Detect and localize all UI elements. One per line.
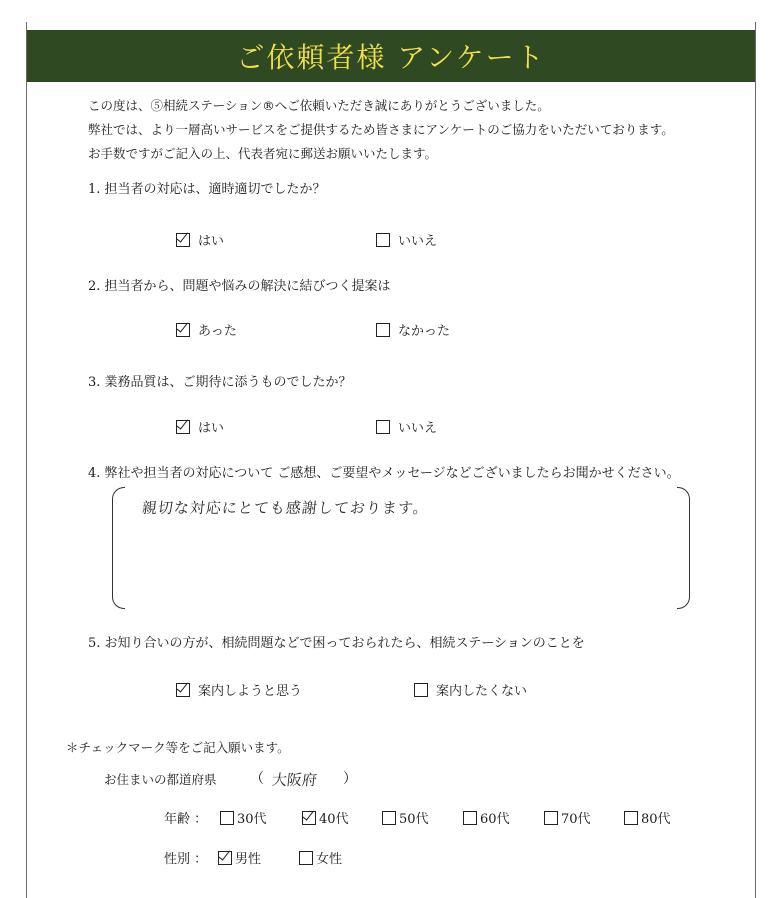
q2-option-yes[interactable] [176, 320, 237, 339]
age-option-70s[interactable] [544, 808, 591, 827]
q3-option-yes[interactable] [176, 417, 224, 436]
question-3-label: 3. 業務品質は、ご期待に添うものでしたか？ [88, 375, 352, 390]
checkbox-icon[interactable] [218, 851, 232, 865]
intro-line: 弊社では、より一層高いサービスをご提供するため皆さまにアンケートのご協力をいただいております。 [88, 122, 674, 137]
handwritten-comment: 親切な対応にとても感謝しております。 [141, 499, 430, 517]
checkbox-icon[interactable] [544, 811, 558, 825]
prefecture-close-paren: ） [343, 771, 357, 787]
checkbox-icon[interactable] [176, 683, 190, 697]
left-bracket [112, 487, 125, 609]
instruction-note: ＊チェックマーク等をご記入願います。 [66, 740, 290, 755]
age-option-40s[interactable] [302, 808, 349, 827]
q1-option-no[interactable] [376, 230, 437, 249]
q5-option-no[interactable] [414, 680, 527, 699]
intro-line: お手数ですがご記入の上、代表者宛に郵送お願いいたします。 [88, 146, 438, 161]
option-label: 案内したくない [436, 684, 528, 699]
option-label: 50代 [399, 812, 429, 827]
checkbox-icon[interactable] [299, 851, 313, 865]
checkbox-icon[interactable] [176, 323, 190, 337]
prefecture-open-paren: （ [250, 771, 264, 787]
checkbox-icon[interactable] [302, 811, 316, 825]
gender-label: 性別 ： [164, 852, 208, 867]
header-banner [27, 30, 755, 82]
option-label: はい [198, 421, 225, 436]
question-5-label: 5. お知り合いの方が、相続問題などで困っておられたら、相続ステーションのことを [88, 636, 585, 651]
checkbox-icon[interactable] [376, 420, 390, 434]
right-bracket [677, 487, 690, 609]
comment-field[interactable] [112, 487, 690, 609]
gender-option-female[interactable] [299, 848, 342, 867]
checkbox-icon[interactable] [376, 323, 390, 337]
option-label: いいえ [398, 234, 438, 249]
question-4-label: 4. 弊社や担当者の対応について ご感想、ご要望やメッセージなどございましたらお聞かせください。 [88, 466, 680, 481]
checkbox-icon[interactable] [176, 233, 190, 247]
checkbox-icon[interactable] [414, 683, 428, 697]
checkbox-icon[interactable] [176, 420, 190, 434]
option-label: 案内しようと思う [198, 684, 303, 699]
page-title: ご依頼者様 アンケート [236, 41, 546, 74]
age-option-30s[interactable] [220, 808, 267, 827]
option-label: 60代 [480, 812, 510, 827]
checkbox-icon[interactable] [220, 811, 234, 825]
q2-option-no[interactable] [376, 320, 450, 339]
option-label: なかった [398, 324, 451, 339]
option-label: はい [198, 234, 225, 249]
q5-option-yes[interactable] [176, 680, 302, 699]
option-label: あった [198, 324, 237, 339]
question-1-label: 1. 担当者の対応は、適時適切でしたか？ [88, 182, 326, 197]
age-option-50s[interactable] [382, 808, 429, 827]
age-option-80s[interactable] [624, 808, 671, 827]
right-border-line [755, 22, 756, 898]
intro-line: この度は、⑤相続ステーション®へご依頼いただき誠にありがとうございました。 [88, 98, 550, 113]
checkbox-icon[interactable] [376, 233, 390, 247]
gender-option-male[interactable] [218, 848, 261, 867]
question-2-label: 2. 担当者から、問題や悩みの解決に結びつく提案は [88, 279, 391, 294]
prefecture-value[interactable]: 大阪府 [271, 771, 318, 789]
age-label: 年齢 ： [164, 812, 208, 827]
q3-option-no[interactable] [376, 417, 437, 436]
checkbox-icon[interactable] [463, 811, 477, 825]
option-label: 80代 [641, 812, 671, 827]
option-label: 女性 [316, 852, 343, 867]
option-label: いいえ [398, 421, 438, 436]
option-label: 男性 [235, 852, 262, 867]
q1-option-yes[interactable] [176, 230, 224, 249]
prefecture-label: お住まいの都道府県 [104, 772, 217, 787]
left-border-line [26, 22, 27, 898]
checkbox-icon[interactable] [624, 811, 638, 825]
option-label: 30代 [237, 812, 267, 827]
option-label: 70代 [561, 812, 591, 827]
option-label: 40代 [319, 812, 349, 827]
intro-text [88, 94, 674, 166]
age-option-60s[interactable] [463, 808, 510, 827]
checkbox-icon[interactable] [382, 811, 396, 825]
